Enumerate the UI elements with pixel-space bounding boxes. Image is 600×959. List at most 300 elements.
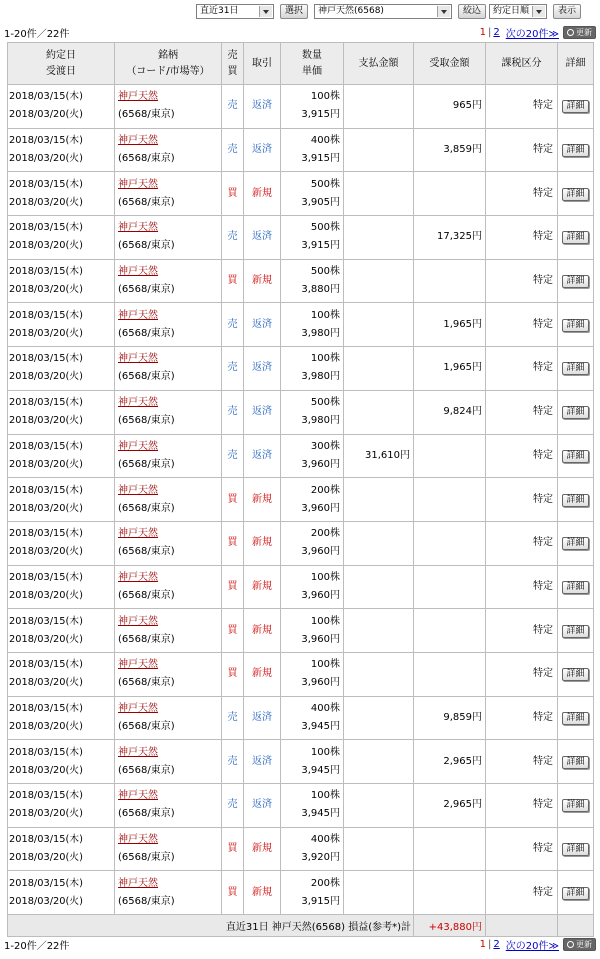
pay-cell [344, 827, 414, 871]
date-cell [8, 784, 115, 828]
pay-cell [344, 347, 414, 391]
qty: 500株 [310, 178, 340, 190]
tax-cell: 特定 [486, 478, 558, 522]
side-cell: 買 [222, 478, 244, 522]
trade-type-cell: 返済 [244, 784, 281, 828]
side-cell: 買 [222, 652, 244, 696]
trade-date: 2018/03/15(木) [9, 702, 83, 714]
trade-type-cell: 返済 [244, 85, 281, 129]
qty: 200株 [310, 484, 340, 496]
table-row [8, 434, 594, 478]
tax-cell: 特定 [486, 827, 558, 871]
settle-date: 2018/03/20(火) [9, 196, 83, 208]
table-row [8, 871, 594, 915]
header-trade-date: 約定日 [46, 49, 76, 61]
stock-name-link[interactable]: 神戸天然 [118, 353, 158, 365]
pay-cell [344, 216, 414, 260]
trade-date: 2018/03/15(木) [9, 571, 83, 583]
side-cell: 売 [222, 784, 244, 828]
pay-cell [344, 784, 414, 828]
qty: 100株 [310, 309, 340, 321]
detail-button[interactable]: 詳細 [562, 188, 588, 201]
stock-cell [115, 696, 222, 740]
stock-name-link[interactable]: 神戸天然 [118, 397, 158, 409]
stock-code: (6568/東京) [118, 677, 175, 689]
pay-cell [344, 740, 414, 784]
side-cell: 売 [222, 740, 244, 784]
stock-code: (6568/東京) [118, 808, 175, 820]
header-trade-type: 取引 [244, 43, 281, 85]
tax-cell: 特定 [486, 609, 558, 653]
stock-name-link[interactable]: 神戸天然 [118, 615, 158, 627]
stock-code: (6568/東京) [118, 546, 175, 558]
pay-cell [344, 390, 414, 434]
detail-cell [558, 696, 594, 740]
qty-price-cell [281, 609, 344, 653]
date-cell [8, 303, 115, 347]
pay-cell [344, 521, 414, 565]
settle-date: 2018/03/20(火) [9, 546, 83, 558]
settle-date: 2018/03/20(火) [9, 633, 83, 645]
detail-cell [558, 259, 594, 303]
header-detail: 詳細 [558, 43, 594, 85]
receive-cell [414, 259, 486, 303]
table-row [8, 565, 594, 609]
detail-button[interactable]: 詳細 [562, 581, 588, 594]
stock-cell [115, 434, 222, 478]
detail-cell [558, 565, 594, 609]
next-page-link[interactable]: 次の20件≫ [505, 940, 559, 952]
date-cell [8, 390, 115, 434]
table-row [8, 784, 594, 828]
pay-cell [344, 565, 414, 609]
stock-code: (6568/東京) [118, 589, 175, 601]
receive-cell: 3,859円 [414, 128, 486, 172]
stock-code: (6568/東京) [118, 633, 175, 645]
detail-button[interactable]: 詳細 [562, 537, 588, 550]
refresh-icon [567, 941, 574, 948]
stock-name-link[interactable]: 神戸天然 [118, 135, 158, 147]
tax-cell: 特定 [486, 696, 558, 740]
settle-date: 2018/03/20(火) [9, 589, 83, 601]
detail-button[interactable]: 詳細 [562, 362, 588, 375]
qty-price-cell [281, 347, 344, 391]
stock-cell [115, 740, 222, 784]
qty-price-cell [281, 565, 344, 609]
side-cell: 売 [222, 696, 244, 740]
trade-date: 2018/03/15(木) [9, 178, 83, 190]
pager-top [0, 24, 600, 40]
detail-cell [558, 784, 594, 828]
pay-cell [344, 609, 414, 653]
detail-button[interactable]: 詳細 [562, 231, 588, 244]
date-cell [8, 652, 115, 696]
receive-cell [414, 434, 486, 478]
tax-cell: 特定 [486, 128, 558, 172]
table-row [8, 696, 594, 740]
trade-date: 2018/03/15(木) [9, 397, 83, 409]
detail-button[interactable]: 詳細 [562, 799, 588, 812]
detail-button[interactable]: 詳細 [562, 450, 588, 463]
next-page-link[interactable]: 次の20件≫ [505, 28, 559, 40]
date-cell [8, 85, 115, 129]
qty: 500株 [310, 397, 340, 409]
table-row [8, 521, 594, 565]
settle-date: 2018/03/20(火) [9, 895, 83, 907]
display-button[interactable]: 表示 [553, 4, 581, 19]
total-row [8, 915, 594, 937]
total-value: +43,880円 [414, 915, 486, 937]
price: 3,980円 [301, 327, 340, 339]
detail-cell [558, 827, 594, 871]
stock-code: (6568/東京) [118, 720, 175, 732]
header-buy: 買 [227, 65, 238, 77]
trade-type-cell: 新規 [244, 827, 281, 871]
stock-cell [115, 172, 222, 216]
stock-code: (6568/東京) [118, 109, 175, 121]
detail-button[interactable]: 詳細 [562, 712, 588, 725]
trade-date: 2018/03/15(木) [9, 877, 83, 889]
side-cell: 買 [222, 521, 244, 565]
date-cell [8, 128, 115, 172]
price: 3,960円 [301, 458, 340, 470]
table-row [8, 216, 594, 260]
receive-cell [414, 609, 486, 653]
detail-button[interactable]: 詳細 [562, 887, 588, 900]
settle-date: 2018/03/20(火) [9, 502, 83, 514]
detail-cell [558, 478, 594, 522]
detail-button[interactable]: 詳細 [562, 319, 588, 332]
settle-date: 2018/03/20(火) [9, 371, 83, 383]
qty-price-cell [281, 128, 344, 172]
settle-date: 2018/03/20(火) [9, 327, 83, 339]
header-qty-price [281, 43, 344, 85]
price: 3,945円 [301, 720, 340, 732]
qty: 300株 [310, 440, 340, 452]
header-dates [8, 43, 115, 85]
side-cell: 売 [222, 390, 244, 434]
price: 3,960円 [301, 502, 340, 514]
stock-cell [115, 521, 222, 565]
stock-name-link[interactable]: 神戸天然 [118, 309, 158, 321]
price: 3,920円 [301, 852, 340, 864]
detail-button[interactable]: 詳細 [562, 494, 588, 507]
date-cell [8, 521, 115, 565]
side-cell: 買 [222, 172, 244, 216]
date-cell [8, 696, 115, 740]
date-cell [8, 216, 115, 260]
receive-cell: 9,859円 [414, 696, 486, 740]
receive-cell: 9,824円 [414, 390, 486, 434]
receive-cell: 17,325円 [414, 216, 486, 260]
detail-cell [558, 740, 594, 784]
price: 3,960円 [301, 546, 340, 558]
price: 3,960円 [301, 677, 340, 689]
stock-cell [115, 259, 222, 303]
stock-cell [115, 128, 222, 172]
qty: 500株 [310, 222, 340, 234]
trade-date: 2018/03/15(木) [9, 222, 83, 234]
stock-code: (6568/東京) [118, 371, 175, 383]
table-row [8, 85, 594, 129]
trade-date: 2018/03/15(木) [9, 659, 83, 671]
refresh-label: 更新 [576, 27, 592, 37]
stock-name-link[interactable]: 神戸天然 [118, 440, 158, 452]
trade-type-cell: 新規 [244, 871, 281, 915]
pay-cell [344, 478, 414, 522]
detail-cell [558, 303, 594, 347]
stock-name-link[interactable]: 神戸天然 [118, 91, 158, 103]
stock-code: (6568/東京) [118, 196, 175, 208]
trade-type-cell: 新規 [244, 478, 281, 522]
qty: 100株 [310, 746, 340, 758]
stock-select[interactable]: 神戸天然(6568) [314, 4, 452, 19]
result-count: 1-20件／22件 [4, 940, 70, 952]
date-cell [8, 565, 115, 609]
header-side [222, 43, 244, 85]
pay-cell: 31,610円 [344, 434, 414, 478]
pay-cell [344, 652, 414, 696]
stock-cell [115, 609, 222, 653]
settle-date: 2018/03/20(火) [9, 415, 83, 427]
settle-date: 2018/03/20(火) [9, 284, 83, 296]
receive-cell [414, 871, 486, 915]
trade-rows [8, 85, 594, 915]
qty: 400株 [310, 702, 340, 714]
qty-price-cell [281, 740, 344, 784]
tax-cell: 特定 [486, 871, 558, 915]
date-cell [8, 434, 115, 478]
tax-cell: 特定 [486, 652, 558, 696]
qty: 100株 [310, 353, 340, 365]
sort-select[interactable]: 約定日順 [489, 4, 547, 19]
tax-cell: 特定 [486, 347, 558, 391]
page-separator: | [488, 938, 492, 950]
pager-bottom [0, 936, 600, 952]
stock-cell [115, 565, 222, 609]
date-cell [8, 172, 115, 216]
tax-cell: 特定 [486, 521, 558, 565]
trade-date: 2018/03/15(木) [9, 834, 83, 846]
qty-price-cell [281, 172, 344, 216]
stock-name-link[interactable]: 神戸天然 [118, 877, 158, 889]
stock-name-link[interactable]: 神戸天然 [118, 834, 158, 846]
tax-cell: 特定 [486, 784, 558, 828]
side-cell: 買 [222, 259, 244, 303]
pay-cell [344, 85, 414, 129]
stock-name-link[interactable]: 神戸天然 [118, 178, 158, 190]
select-button[interactable]: 選択 [280, 4, 308, 19]
price: 3,880円 [301, 284, 340, 296]
pay-cell [344, 303, 414, 347]
header-stock-name: 銘柄 [158, 49, 178, 61]
stock-name-link[interactable]: 神戸天然 [118, 266, 158, 278]
table-header [8, 43, 594, 85]
trade-type-cell: 返済 [244, 434, 281, 478]
page-2-link[interactable]: 2 [493, 938, 500, 950]
page-2-link[interactable]: 2 [493, 26, 500, 38]
header-qty: 数量 [302, 49, 322, 61]
pay-cell [344, 259, 414, 303]
side-cell: 売 [222, 434, 244, 478]
price: 3,915円 [301, 109, 340, 121]
side-cell: 売 [222, 216, 244, 260]
detail-button[interactable]: 詳細 [562, 756, 588, 769]
side-cell: 買 [222, 871, 244, 915]
price: 3,980円 [301, 371, 340, 383]
trade-type-cell: 新規 [244, 609, 281, 653]
page-1-current: 1 [479, 26, 487, 38]
settle-date: 2018/03/20(火) [9, 153, 83, 165]
period-select[interactable]: 直近31日 [196, 4, 274, 19]
receive-cell [414, 478, 486, 522]
trade-date: 2018/03/15(木) [9, 309, 83, 321]
qty-price-cell [281, 784, 344, 828]
detail-button[interactable]: 詳細 [562, 625, 588, 638]
stock-name-link[interactable]: 神戸天然 [118, 702, 158, 714]
detail-cell [558, 521, 594, 565]
price: 3,915円 [301, 240, 340, 252]
qty-price-cell [281, 652, 344, 696]
stock-code: (6568/東京) [118, 895, 175, 907]
filter-bar [196, 4, 581, 19]
detail-cell [558, 609, 594, 653]
trade-date: 2018/03/15(木) [9, 484, 83, 496]
trade-date: 2018/03/15(木) [9, 615, 83, 627]
side-cell: 買 [222, 827, 244, 871]
tax-cell: 特定 [486, 259, 558, 303]
stock-name-link[interactable]: 神戸天然 [118, 222, 158, 234]
qty-price-cell [281, 871, 344, 915]
trade-date: 2018/03/15(木) [9, 135, 83, 147]
refresh-icon [567, 29, 574, 36]
price: 3,960円 [301, 633, 340, 645]
refresh-button[interactable] [563, 938, 596, 951]
total-label: 直近31日 神戸天然(6568) 損益(参考*)計 [8, 915, 414, 937]
price: 3,915円 [301, 153, 340, 165]
trade-date: 2018/03/15(木) [9, 746, 83, 758]
qty: 100株 [310, 615, 340, 627]
header-sell: 売 [227, 49, 238, 61]
refresh-label: 更新 [576, 939, 592, 949]
refresh-button[interactable] [563, 26, 596, 39]
tax-cell: 特定 [486, 434, 558, 478]
detail-cell [558, 216, 594, 260]
stock-cell [115, 216, 222, 260]
pay-cell [344, 871, 414, 915]
detail-button[interactable]: 詳細 [562, 100, 588, 113]
table-row [8, 740, 594, 784]
stock-code: (6568/東京) [118, 415, 175, 427]
page-1-current: 1 [479, 938, 487, 950]
qty-price-cell [281, 696, 344, 740]
qty: 400株 [310, 834, 340, 846]
stock-code: (6568/東京) [118, 852, 175, 864]
detail-cell [558, 434, 594, 478]
settle-date: 2018/03/20(火) [9, 720, 83, 732]
qty-price-cell [281, 85, 344, 129]
filter-button[interactable]: 絞込 [458, 4, 486, 19]
trade-table [7, 42, 594, 937]
detail-button[interactable]: 詳細 [562, 843, 588, 856]
qty-price-cell [281, 216, 344, 260]
stock-name-link[interactable]: 神戸天然 [118, 528, 158, 540]
qty-price-cell [281, 478, 344, 522]
table-row [8, 652, 594, 696]
receive-cell [414, 652, 486, 696]
header-pay: 支払金額 [344, 43, 414, 85]
tax-cell: 特定 [486, 303, 558, 347]
trade-date: 2018/03/15(木) [9, 528, 83, 540]
date-cell [8, 609, 115, 653]
page-separator: | [488, 26, 492, 38]
stock-cell [115, 784, 222, 828]
pay-cell [344, 128, 414, 172]
stock-cell [115, 303, 222, 347]
price: 3,945円 [301, 764, 340, 776]
side-cell: 買 [222, 565, 244, 609]
header-stock [115, 43, 222, 85]
tax-cell: 特定 [486, 740, 558, 784]
trade-date: 2018/03/15(木) [9, 353, 83, 365]
header-stock-code: （コード/市場等） [126, 65, 210, 77]
table-row [8, 259, 594, 303]
stock-name-link[interactable]: 神戸天然 [118, 746, 158, 758]
qty: 200株 [310, 877, 340, 889]
date-cell [8, 871, 115, 915]
table-row [8, 128, 594, 172]
receive-cell [414, 172, 486, 216]
pay-cell [344, 172, 414, 216]
receive-cell [414, 565, 486, 609]
trade-type-cell: 返済 [244, 216, 281, 260]
table-row [8, 172, 594, 216]
qty: 100株 [310, 790, 340, 802]
detail-button[interactable]: 詳細 [562, 144, 588, 157]
detail-button[interactable]: 詳細 [562, 668, 588, 681]
tax-cell: 特定 [486, 390, 558, 434]
stock-code: (6568/東京) [118, 284, 175, 296]
date-cell [8, 478, 115, 522]
stock-name-link[interactable]: 神戸天然 [118, 484, 158, 496]
side-cell: 売 [222, 85, 244, 129]
receive-cell: 1,965円 [414, 303, 486, 347]
tax-cell: 特定 [486, 85, 558, 129]
stock-cell [115, 652, 222, 696]
stock-cell [115, 827, 222, 871]
trade-type-cell: 新規 [244, 652, 281, 696]
receive-cell [414, 521, 486, 565]
qty-price-cell [281, 434, 344, 478]
detail-cell [558, 871, 594, 915]
stock-name-link[interactable]: 神戸天然 [118, 790, 158, 802]
stock-name-link[interactable]: 神戸天然 [118, 659, 158, 671]
header-price: 単価 [302, 65, 322, 77]
detail-button[interactable]: 詳細 [562, 406, 588, 419]
pay-cell [344, 696, 414, 740]
table-row [8, 827, 594, 871]
tax-cell: 特定 [486, 565, 558, 609]
detail-button[interactable]: 詳細 [562, 275, 588, 288]
qty-price-cell [281, 521, 344, 565]
stock-name-link[interactable]: 神戸天然 [118, 571, 158, 583]
settle-date: 2018/03/20(火) [9, 458, 83, 470]
detail-cell [558, 172, 594, 216]
settle-date: 2018/03/20(火) [9, 677, 83, 689]
date-cell [8, 740, 115, 784]
trade-type-cell: 返済 [244, 696, 281, 740]
stock-cell [115, 871, 222, 915]
